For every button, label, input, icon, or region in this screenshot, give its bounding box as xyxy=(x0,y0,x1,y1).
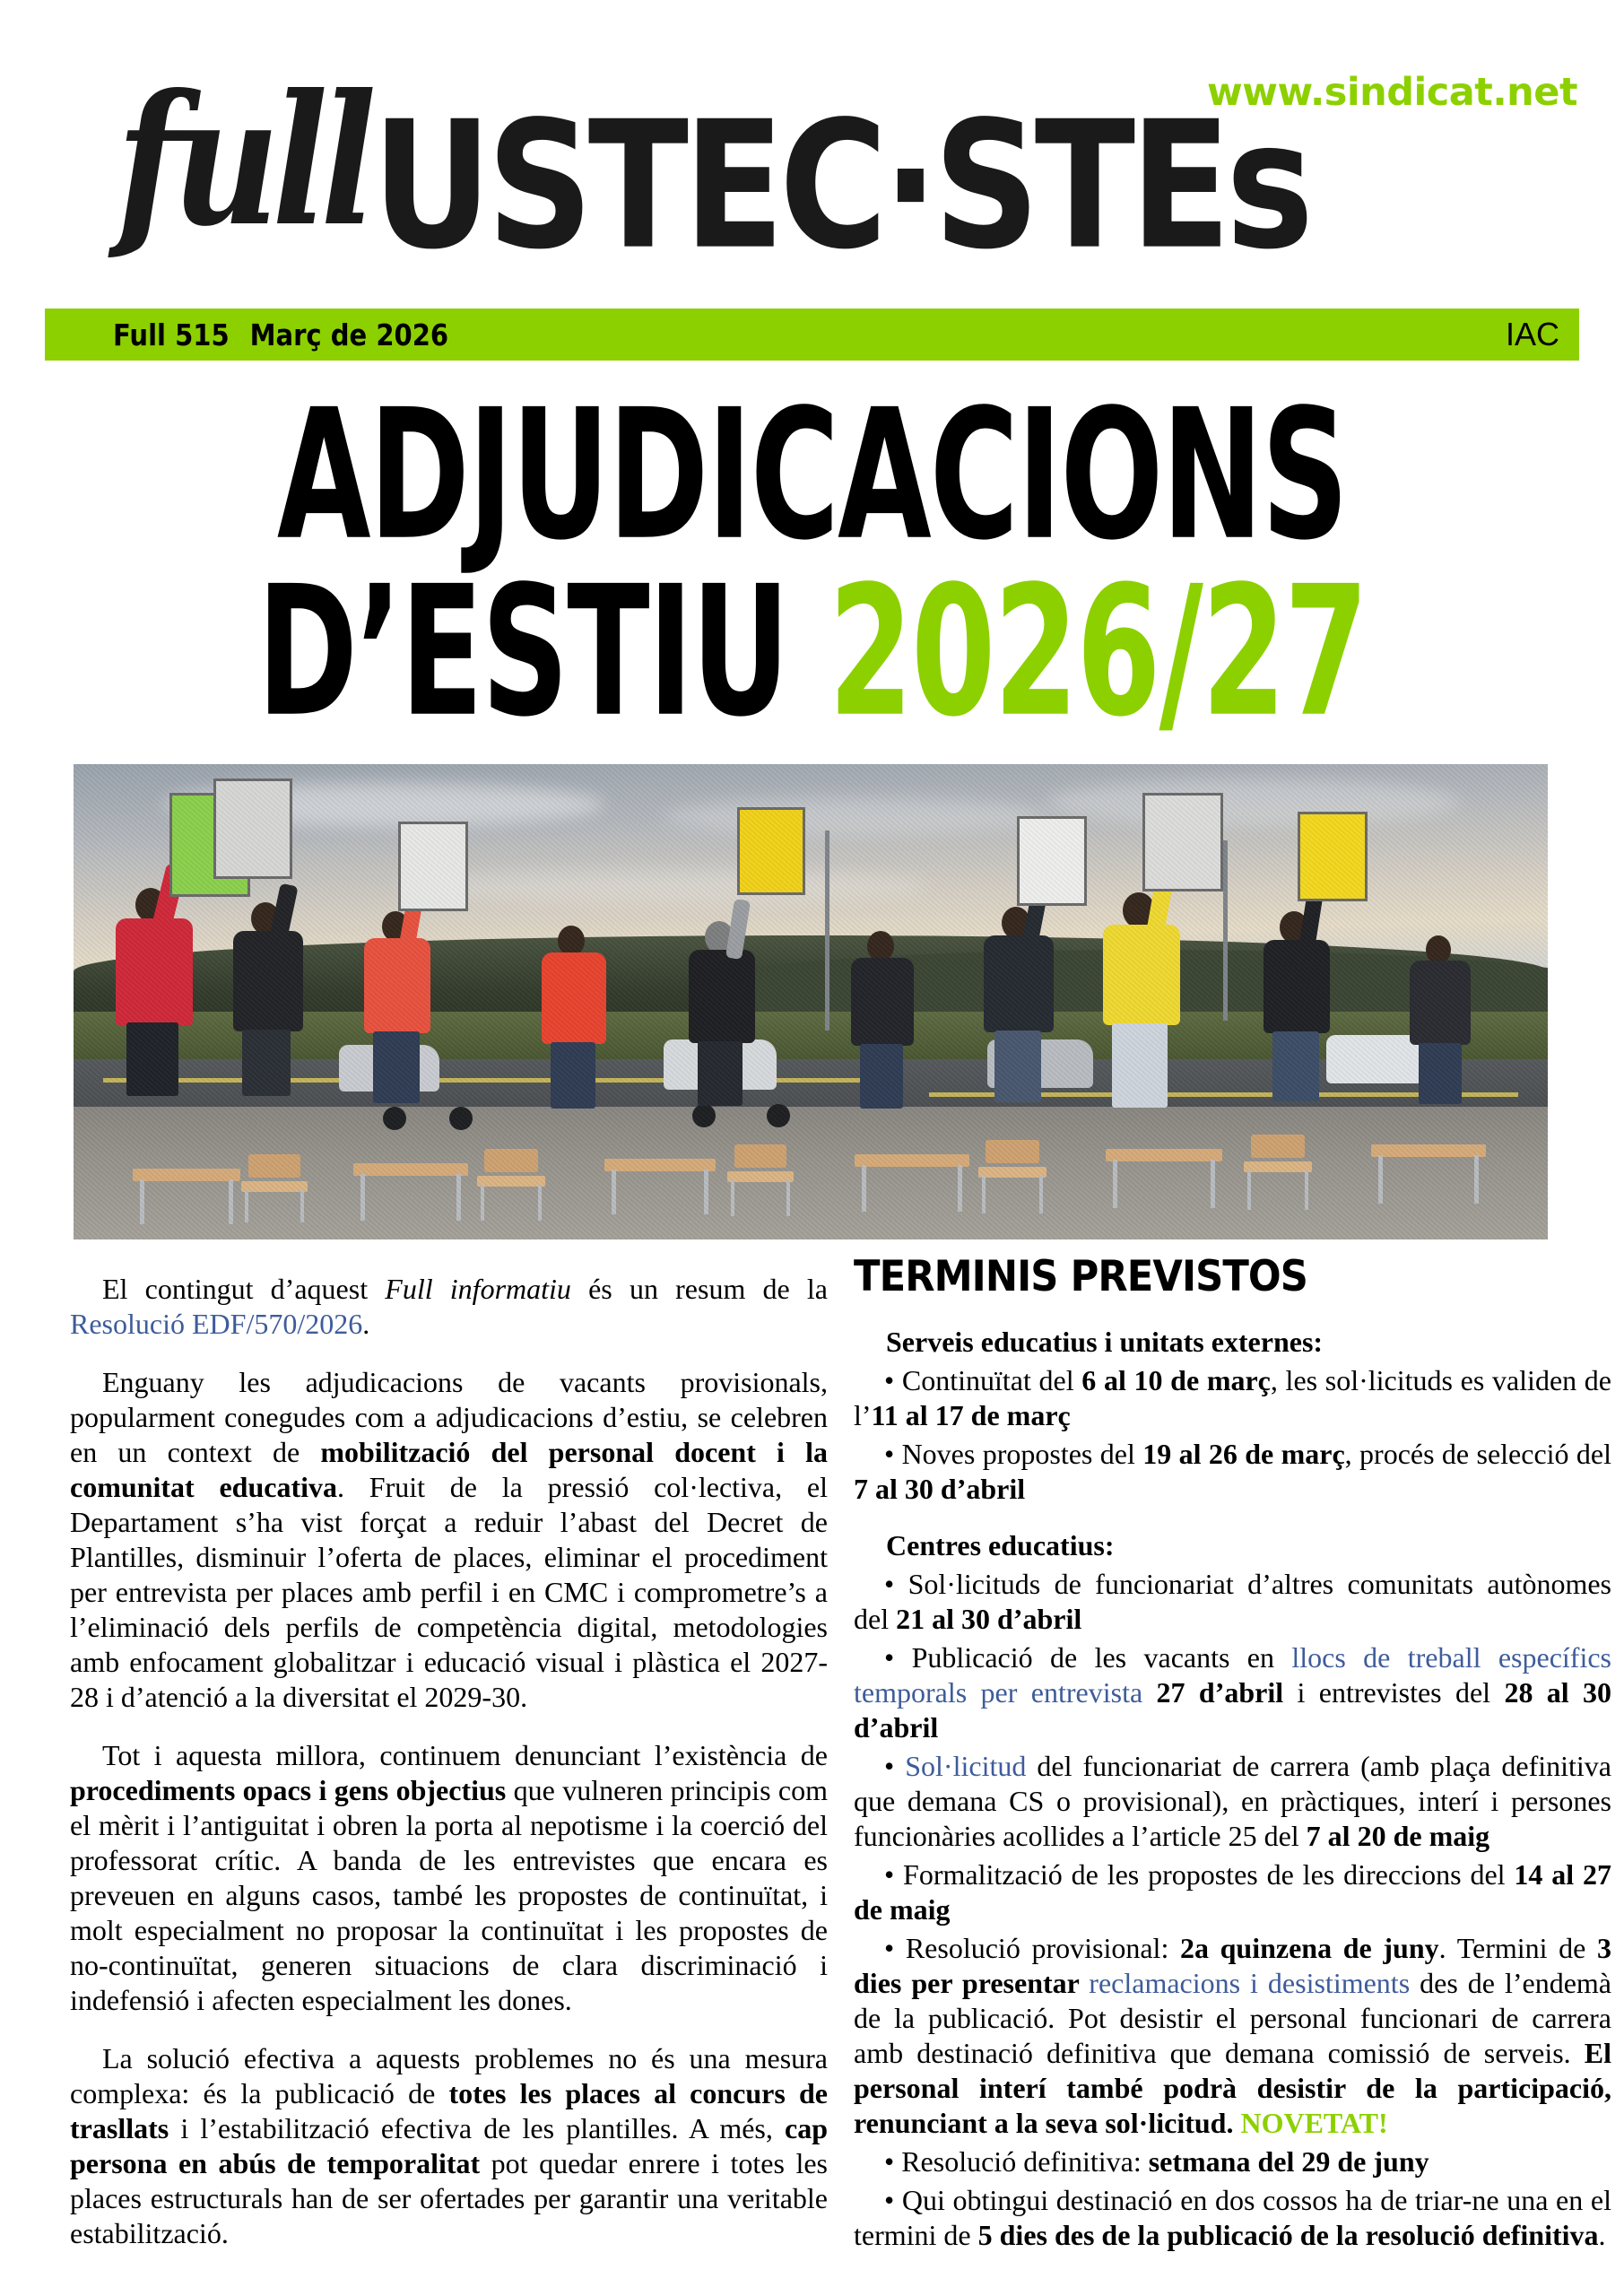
p2-text-c: . Fruit de la pressió col·lectiva, el Departament s’ha vist forçat a reduir l’abast del Decret de Plantilles, disminuir l’oferta de places, eliminar el procediment per entrevista per places amb perfil i en CMC i comprometre’s a l’eliminació dels perfils de competència digital, metodologies amb enfocament globalitzar i educació visual i plàstica el 2027-28 i d’atenció a la diversitat el 2029-30. xyxy=(70,1471,829,1713)
logo-full-wordmark: full xyxy=(117,56,369,266)
item-date-2: 28 al 30 d’abril xyxy=(854,1676,1612,1744)
item-text-a: • Sol·licituds de funcionariat d’altres comunitats autònomes del xyxy=(854,1568,1611,1635)
section-heading-services: Serveis educatius i unitats externes: xyxy=(886,1326,1324,1358)
item-text-c: , les sol·licituds es validen de l’ xyxy=(854,1364,1612,1431)
item-text-a: • Resolució provisional: xyxy=(884,1932,1180,1964)
list-item xyxy=(854,1857,1611,1927)
headline-year: 2026/27 xyxy=(828,547,1368,757)
novelty-badge: NOVETAT! xyxy=(1233,2107,1388,2139)
issue-date: Març de 2026 xyxy=(249,317,449,352)
item-text-c: . xyxy=(1598,2219,1606,2251)
list-item xyxy=(854,1363,1611,1433)
issue-meta xyxy=(113,317,448,352)
item-text-a: • xyxy=(884,1750,906,1782)
item-emphasis-2: El personal interí també podrà desistir de la participació, renunciant a la seva sol·licitud. xyxy=(854,2037,1611,2139)
right-column xyxy=(854,1252,1611,2257)
item-date-1: 6 al 10 de març xyxy=(1081,1364,1271,1396)
list-item xyxy=(854,1437,1611,1507)
photo-grain-overlay xyxy=(74,764,1548,1239)
list-item xyxy=(854,2183,1611,2253)
item-emphasis-1: 5 dies des de la publicació de la resolució definitiva xyxy=(977,2219,1599,2251)
intro-text-c: és un resum de la xyxy=(570,1273,829,1305)
item-date-2: 11 al 17 de març xyxy=(871,1399,1071,1431)
item-date-1: 21 al 30 d’abril xyxy=(896,1603,1082,1635)
headline-estiu: D’ESTIU xyxy=(256,547,788,757)
item-text-e: i entrevistes del xyxy=(1283,1676,1505,1709)
paragraph-2 xyxy=(70,1365,828,1715)
item-text-a: • Formalització de les propostes de les direccions del xyxy=(884,1858,1515,1891)
item-date-1: 14 al 27 de maig xyxy=(854,1858,1612,1926)
item-date-2: 7 al 30 d’abril xyxy=(854,1473,1026,1505)
intro-text-e: . xyxy=(362,1308,370,1340)
item-text-c: . Termini de xyxy=(1438,1932,1598,1964)
p3-text-c: que vulneren principis com el mèrit i l’antiguitat i obren la porta al nepotisme i la coerció del professorat crític. A banda de les entrevistes que encara es preveuen en alguns casos, també les propostes de continuïtat, i molt especialment no proposar la continuïtat i les propostes de no-continuïtat, generen situacions de clara discriminació i indefensió i afecten especialment les dones. xyxy=(70,1774,828,2016)
page-title xyxy=(0,370,1624,757)
item-text-c: , procés de selecció del xyxy=(1344,1438,1612,1470)
item-text-a: • Publicació de les vacants en xyxy=(884,1641,1292,1674)
p4-text-a: La solució efectiva a aquests problemes no és una mesura complexa: és la publicació de xyxy=(70,2042,828,2109)
intro-text-a: El contingut d’aquest xyxy=(102,1273,386,1305)
item-text-c xyxy=(1142,1676,1156,1709)
p2-text-a: Enguany les adjudicacions de vacants provisionals, popularment conegudes com a adjudicacions d’estiu, se celebren en un context de xyxy=(70,1366,828,1468)
intro-paragraph xyxy=(70,1272,828,1342)
publication-name: Full informatiu xyxy=(385,1273,571,1305)
item-text-a: • Resolució definitiva: xyxy=(884,2145,1149,2178)
section-spacer xyxy=(854,1510,1611,1528)
resolution-link[interactable]: Resolució EDF/570/2026 xyxy=(70,1308,363,1340)
application-link[interactable]: Sol·licitud xyxy=(905,1750,1027,1782)
website-url[interactable]: www.sindicat.net xyxy=(1207,70,1577,115)
list-item xyxy=(854,1931,1611,2141)
item-date-1: 7 al 20 de maig xyxy=(1306,1820,1490,1852)
item-text-a: • Noves propostes del xyxy=(884,1438,1143,1470)
item-text-a: • Continuïtat del xyxy=(884,1364,1082,1396)
protest-photo xyxy=(74,764,1548,1239)
paragraph-4 xyxy=(70,2041,828,2251)
item-date-1: 19 al 26 de març xyxy=(1142,1438,1345,1470)
p2-emphasis: mobilització del personal docent i la comunitat educativa xyxy=(70,1436,829,1503)
item-text-a: • Qui obtingui destinació en dos cossos ha de triar-ne una en el termini de xyxy=(854,2184,1611,2251)
union-tag: IAC xyxy=(1505,316,1559,352)
section-heading-centres: Centres educatius: xyxy=(886,1529,1115,1561)
item-date-1: setmana del 29 de juny xyxy=(1148,2145,1429,2178)
logo-row xyxy=(90,47,1596,298)
list-item xyxy=(854,1567,1611,1637)
item-text-f: des de l’endemà de la publicació. Pot desistir el personal funcionari de carrera amb destinació definitiva que demana comissió de serveis. xyxy=(854,1967,1612,2069)
claims-link[interactable]: reclamacions i desistiments xyxy=(1089,1967,1411,1999)
p4-emphasis-2: cap persona en abús de temporalitat xyxy=(70,2112,828,2179)
item-emphasis-1: 3 dies per presentar xyxy=(854,1932,1612,1999)
item-text-c: del funcionariat de carrera (amb plaça definitiva que demana CS o provisional), en pràctiques, interí i persones funcionàries acollides a l’article 25 del xyxy=(854,1750,1612,1852)
deadlines-heading: TERMINIS PREVISTOS xyxy=(854,1252,1307,1301)
logo-ustec-stes-wordmark: USTEC·STEs xyxy=(372,84,1309,289)
p4-text-c: i l’estabilització efectiva de les plantilles. A més, xyxy=(169,2112,785,2144)
item-date-1: 27 d’abril xyxy=(1156,1676,1284,1709)
p4-emphasis-1: totes les places al concurs de trasllats xyxy=(70,2077,828,2144)
paragraph-3 xyxy=(70,1738,828,2018)
left-column xyxy=(70,1272,828,2274)
issue-bar xyxy=(45,309,1579,361)
p3-emphasis: procediments opacs i gens objectius xyxy=(70,1774,507,1806)
specific-posts-link[interactable]: llocs de treball específics temporals per entrevista xyxy=(854,1641,1612,1709)
masthead xyxy=(0,0,1624,359)
list-item xyxy=(854,1749,1611,1854)
p3-text-a: Tot i aquesta millora, continuem denunciant l’existència de xyxy=(102,1739,828,1771)
item-date-1: 2a quinzena de juny xyxy=(1179,1932,1439,1964)
issue-number: Full 515 xyxy=(113,317,230,352)
list-item xyxy=(854,1640,1611,1745)
list-item xyxy=(854,2144,1611,2179)
headline-line-2 xyxy=(16,547,1608,757)
headline-line-1: ADJUDICACIONS xyxy=(276,370,1348,580)
p4-text-e: pot quedar enrere i totes les places estructurals han de ser ofertades per garantir una veritable estabilització. xyxy=(70,2147,829,2249)
